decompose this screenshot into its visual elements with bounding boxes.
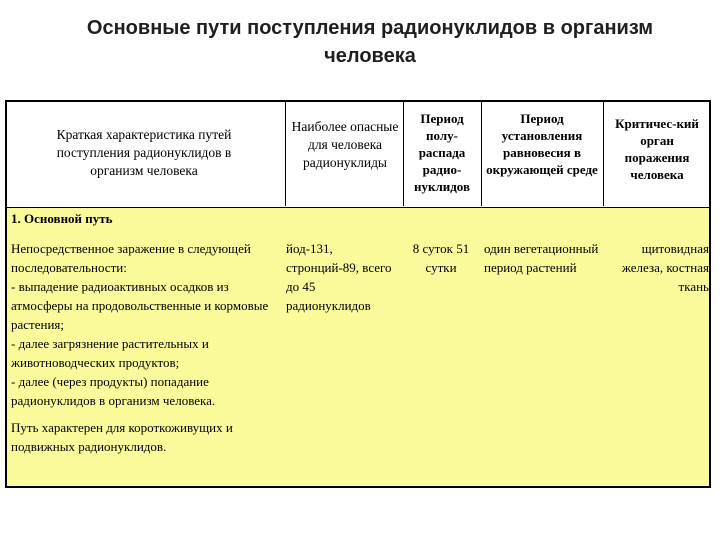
page-title: Основные пути поступления радионуклидов в организм человека [86, 17, 654, 67]
header-half-life: Период полу-распада радио-нуклидов [413, 111, 471, 194]
description-line: - далее загрязнение растительных и животноводческих продуктов; [11, 336, 209, 370]
nuclides-cell: йод-131, стронций-89, всего до 45 радионуклидов [286, 241, 392, 313]
header-equilibrium: Период установления равновесия в окружающей среде [486, 111, 598, 177]
header-description: Краткая характеристика путей поступления радионуклидов в организм человека [56, 127, 232, 178]
table-header [7, 102, 709, 208]
column-divider [603, 102, 604, 206]
section-title: 1. Основной путь [11, 211, 113, 226]
half-life-cell: 8 суток 51 сутки [412, 241, 470, 275]
header-nuclides: Наиболее опасные для человека радионуклиды [291, 119, 399, 170]
description-line: Непосредственное заражение в следующей последовательности: [11, 241, 251, 275]
note-cell: Путь характерен для короткоживущих и подвижных радионуклидов. [11, 420, 233, 454]
column-divider [481, 102, 482, 206]
description-line: - выпадение радиоактивных осадков из атмосферы на продовольственные и кормовые растения; [11, 279, 269, 332]
radionuclide-table [5, 100, 711, 488]
description-line: - далее (через продукты) попадание радионуклидов в организм человека. [11, 374, 216, 408]
column-divider [403, 102, 404, 206]
equilibrium-cell: один вегетационный период растений [484, 241, 599, 275]
description-cell [11, 239, 281, 410]
organ-cell: щитовидная железа, костная ткань [621, 241, 709, 294]
header-organ: Критичес-кий орган поражения человека [615, 116, 699, 182]
column-divider [285, 102, 286, 206]
